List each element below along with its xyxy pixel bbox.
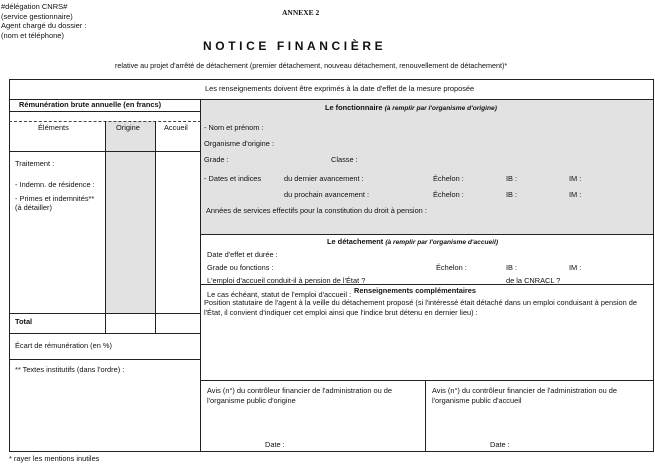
- detachement-top-rule: [200, 234, 654, 235]
- avis-origine-text: Avis (n°) du contrôleur financier de l'administration ou de l'organisme public d'origine: [207, 386, 392, 405]
- total-bottom-rule: [9, 333, 201, 334]
- notice-text: Les renseignements doivent être exprimés à la date d'effet de la mesure proposée: [205, 84, 475, 93]
- date-accueil-label: Date :: [490, 440, 510, 449]
- dernier-label: du dernier avancement :: [284, 174, 364, 183]
- im-prochain-label: IM :: [569, 190, 582, 199]
- im-accueil-label: IM :: [569, 263, 582, 272]
- detachement-heading: [327, 238, 498, 247]
- echelon-dernier-label: Échelon :: [433, 174, 464, 183]
- date-origine-label: Date :: [265, 440, 285, 449]
- ecart-bottom-rule: [9, 359, 201, 360]
- detachement-heading-note: (à remplir par l'organisme d'accueil): [385, 239, 499, 246]
- primes-detail-label: (à détailler): [15, 203, 52, 212]
- origine-left-rule: [105, 121, 106, 334]
- total-label: Total: [15, 317, 33, 326]
- fonctionnaire-heading: [325, 104, 497, 113]
- accueil-left-rule: [155, 121, 156, 334]
- im-dernier-label: IM :: [569, 174, 582, 183]
- contact-label: (nom et téléphone): [1, 30, 64, 40]
- classe-label: Classe :: [331, 155, 358, 164]
- prochain-label: du prochain avancement :: [284, 190, 370, 199]
- annees-label: Années de services effectifs pour la constitution du droit à pension :: [206, 206, 427, 215]
- avis-top-rule: [200, 380, 654, 381]
- echelon-accueil-label: Échelon :: [436, 263, 467, 272]
- col-origine-header: Origine: [116, 123, 140, 132]
- complementaires-text: Position statutaire de l'agent à la veille du détachement proposé (si l'intéressé était détaché dans un emploi conduisant à pension de l'État, il convient d'indiquer cet emploi ainsi que l'indice brut détenu en dernier lieu) :: [204, 298, 637, 317]
- footnote: * rayer les mentions inutiles: [9, 454, 100, 463]
- detachement-heading-text: Le détachement: [327, 237, 384, 246]
- traitement-label: Traitement :: [15, 159, 55, 168]
- remuneration-heading: Rémunération brute annuelle (en francs): [19, 100, 162, 109]
- primes-label: - Primes et indemnités**: [15, 194, 95, 203]
- ib-prochain-label: IB :: [506, 190, 518, 199]
- avis-accueil-text: Avis (n°) du contrôleur financier de l'administration ou de l'organisme public d'accueil: [432, 386, 617, 405]
- echelon-prochain-label: Échelon :: [433, 190, 464, 199]
- delegation-label: #délégation CNRS#: [1, 2, 68, 11]
- complementaires-heading: Renseignements complémentaires: [354, 286, 476, 295]
- total-top-rule: [9, 313, 201, 314]
- nom-label: - Nom et prénom :: [204, 123, 264, 132]
- col-accueil-header: Accueil: [164, 123, 188, 132]
- remuneration-heading-rule: [9, 111, 201, 112]
- ib-dernier-label: IB :: [506, 174, 518, 183]
- statut-label: Le cas échéant, statut de l'emploi d'accueil :: [207, 290, 352, 299]
- annexe-label: ANNEXE 2: [282, 8, 320, 17]
- ecart-label: Écart de rémunération (en %): [15, 341, 112, 350]
- emploi-pension-label: L'emploi d'accueil conduit-il à pension de l'État ?: [207, 276, 366, 285]
- page-subtitle: relative au projet d'arrêté de détachement (premier détachement, nouveau détachement, renouvellement de détachement)*: [115, 61, 508, 70]
- organisme-label: Organisme d'origine :: [204, 139, 275, 148]
- grade-label: Grade :: [204, 155, 229, 164]
- agent-label: Agent chargé du dossier :: [1, 21, 87, 30]
- fonctionnaire-heading-note: (à remplir par l'organisme d'origine): [384, 105, 497, 112]
- header-left-block: [1, 2, 86, 40]
- dates-label: - Dates et indices: [204, 174, 262, 183]
- service-label: (service gestionnaire): [1, 11, 73, 21]
- page-title: NOTICE FINANCIÈRE: [203, 39, 387, 53]
- cnracl-label: de la CNRACL ?: [506, 276, 561, 285]
- indemn-label: - Indemn. de résidence :: [15, 180, 95, 189]
- grade-fonctions-label: Grade ou fonctions :: [207, 263, 274, 272]
- avis-divider: [425, 380, 426, 452]
- fonctionnaire-heading-text: Le fonctionnaire: [325, 103, 383, 112]
- date-effet-label: Date d'effet et durée :: [207, 250, 278, 259]
- textes-label: ** Textes institutifs (dans l'ordre) :: [15, 365, 125, 374]
- ib-accueil-label: IB :: [506, 263, 518, 272]
- col-elements-header: Éléments: [38, 123, 69, 132]
